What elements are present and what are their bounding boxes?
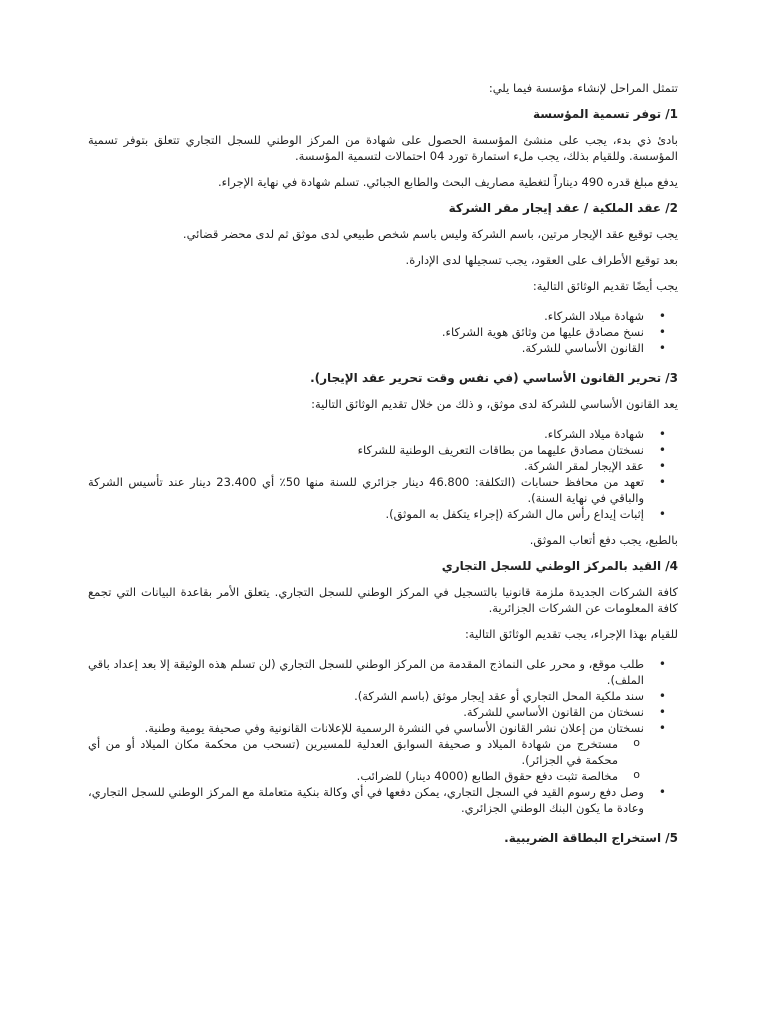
list-item: • عقد الإيجار لمقر الشركة.	[88, 458, 644, 474]
section-2-list	[88, 308, 678, 356]
list-item: • شهادة ميلاد الشركاء.	[88, 308, 644, 324]
section-3-heading: 3/ تحرير القانون الأساسي (في نفس وقت تحرير عقد الإيجار).	[310, 371, 678, 385]
list-item: • شهادة ميلاد الشركاء.	[88, 426, 644, 442]
list-item: • طلب موقع، و محرر على النماذج المقدمة من المركز الوطني للسجل التجاري (لن تسلم هذه الوثيقة إلا بعد إعداد باقي الملف).	[88, 656, 644, 688]
document-page	[88, 80, 678, 856]
list-item: • سند ملكية المحل التجاري أو عقد إيجار موثق (باسم الشركة).	[88, 688, 644, 704]
section-4-paragraph-2: للقيام بهذا الإجراء، يجب تقديم الوثائق التالية:	[464, 627, 678, 641]
section-3-paragraph-1: يعد القانون الأساسي للشركة لدى موثق، و ذلك من خلال تقديم الوثائق التالية:	[311, 397, 678, 411]
section-2-paragraph-3: يجب أيضًا تقديم الوثائق التالية:	[532, 279, 678, 293]
section-5-heading: 5/ استخراج البطاقة الضريبية.	[504, 831, 678, 845]
section-1-heading: 1/ توفر تسمية المؤسسة	[532, 107, 678, 121]
section-4-list-last	[88, 784, 678, 816]
list-item: • القانون الأساسي للشركة.	[88, 340, 644, 356]
sub-list-item: o مستخرج من شهادة الميلاد و صحيفة السوابق العدلية للمسيرين (تسحب من محكمة مكان الميلاد أو من أي محكمة في الجزائر).	[88, 736, 618, 768]
section-4-paragraph-1: كافة الشركات الجديدة ملزمة قانونيا بالتسجيل في المركز الوطني للسجل التجاري. يتعلق الأمر بقاعدة البيانات التي تجمع كافة المعلومات عن الشركات الجزائرية.	[88, 585, 678, 615]
section-2-heading: 2/ عقد الملكية / عقد إيجار مقر الشركة	[448, 201, 678, 215]
list-item: • وصل دفع رسوم القيد في السجل التجاري، يمكن دفعها في أي وكالة بنكية متعاملة مع المركز الوطني للسجل التجاري، وعادة ما يكون البنك الوطني الجزائري.	[88, 784, 644, 816]
section-2-paragraph-2: بعد توقيع الأطراف على العقود، يجب تسجيلها لدى الإدارة.	[405, 253, 678, 267]
section-4-heading: 4/ القيد بالمركز الوطني للسجل التجاري	[441, 559, 678, 573]
section-1-paragraph-1: بادئ ذي بدء، يجب على منشئ المؤسسة الحصول على شهادة من المركز الوطني للسجل التجاري تتعلق بتوفر تسمية المؤسسة. وللقيام بذلك، يجب ملء استمارة تورد 04 احتمالات لتسمية المؤسسة.	[88, 133, 678, 163]
sub-list-item: o مخالصة تثبت دفع حقوق الطابع (4000 دينار) للضرائب.	[88, 768, 618, 784]
list-item: • إثبات إيداع رأس مال الشركة (إجراء يتكفل به الموثق).	[88, 506, 644, 522]
section-4-sublist	[88, 736, 678, 784]
list-item: • نسختان مصادق عليهما من بطاقات التعريف الوطنية للشركاء	[88, 442, 644, 458]
section-4-list	[88, 656, 678, 736]
list-item: • نسختان من إعلان نشر القانون الأساسي في النشرة الرسمية للإعلانات القانونية وفي صحيفة يومية وطنية.	[88, 720, 644, 736]
list-item: • نسختان من القانون الأساسي للشركة.	[88, 704, 644, 720]
section-3-list	[88, 426, 678, 522]
list-item: • تعهد من محافظ حسابات (التكلفة: 46.800 دينار جزائري للسنة منها 50٪ أي 23.400 دينار عند تأسيس الشركة والباقي في نهاية السنة).	[88, 474, 644, 506]
section-1-paragraph-2: يدفع مبلغ قدره 490 ديناراً لتغطية مصاريف البحث والطابع الجبائي. تسلم شهادة في نهاية الإجراء.	[218, 175, 678, 189]
list-item: • نسخ مصادق عليها من وثائق هوية الشركاء.	[88, 324, 644, 340]
section-3-paragraph-2: بالطبع، يجب دفع أتعاب الموثق.	[529, 533, 678, 547]
intro-text: تتمثل المراحل لإنشاء مؤسسة فيما يلي:	[488, 81, 678, 95]
section-2-paragraph-1: يجب توقيع عقد الإيجار مرتين، باسم الشركة وليس باسم شخص طبيعي لدى موثق ثم لدى محضر قضائي.	[182, 227, 678, 241]
